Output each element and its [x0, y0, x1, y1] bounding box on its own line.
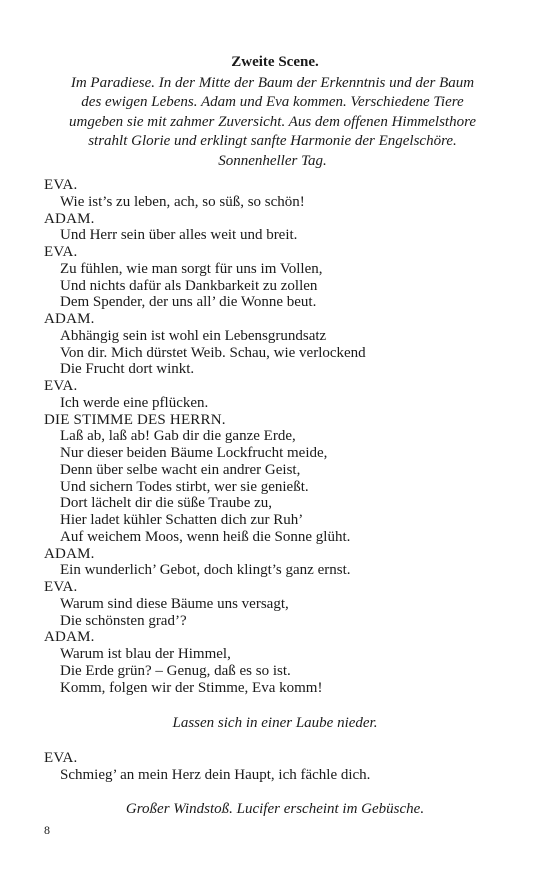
speaker-name: EVA. [44, 378, 78, 394]
verse-line: Abhängig sein ist wohl ein Lebensgrundsatz [60, 327, 327, 344]
speaker-name: ADAM. [44, 311, 95, 327]
verse-line: Warum sind diese Bäume uns versagt, [60, 595, 289, 612]
verse-line: Ich werde eine pflücken. [60, 394, 209, 411]
verse-line: Und sichern Todes stirbt, wer sie genießt. [60, 478, 309, 495]
speaker-name: ADAM. [44, 545, 95, 562]
stage-direction-line: umgeben sie mit zahmer Zuversicht. Aus dem offenen Himmelsthore [68, 113, 477, 130]
verse-line: Von dir. Mich dürstet Weib. Schau, wie verlockend [60, 344, 366, 361]
dialogue-block [44, 750, 514, 784]
stage-direction-intro [40, 74, 505, 171]
stage-direction-line: Sonnenheller Tag. [218, 152, 327, 169]
speaker-name: DIE STIMME DES HERRN. [44, 411, 226, 428]
dialogue-block [44, 177, 514, 696]
verse-line: Laß ab, laß ab! Gab dir die ganze Erde, [60, 428, 296, 445]
verse-line: Hier ladet kühler Schatten dich zur Ruh’ [60, 512, 304, 528]
verse-line: Zu fühlen, wie man sorgt für uns im Vollen, [60, 260, 323, 277]
speaker-name: EVA. [44, 750, 78, 766]
verse-line: Dort lächelt dir die süße Traube zu, [60, 495, 273, 512]
verse-line: Die Erde grün? – Genug, daß es so ist. [60, 662, 291, 679]
speaker-name: EVA. [44, 177, 78, 193]
verse-line: Und Herr sein über alles weit und breit. [60, 227, 298, 244]
verse-line: Wie ist’s zu leben, ach, so süß, so schön! [60, 193, 305, 210]
verse-line: Und nichts dafür als Dankbarkeit zu zollen [60, 277, 318, 294]
speaker-name: ADAM. [44, 629, 95, 646]
stage-direction-mid: Lassen sich in einer Laube nieder. [172, 715, 378, 731]
verse-line: Ein wunderlich’ Gebot, doch klingt’s ganz ernst. [60, 562, 351, 579]
verse-line: Warum ist blau der Himmel, [60, 646, 231, 662]
stage-direction-line: strahlt Glorie und erklingt sanfte Harmonie der Engelschöre. [88, 133, 457, 150]
speaker-name: ADAM. [44, 210, 95, 227]
scene-title: Zweite Scene. [231, 54, 319, 70]
speaker-name: EVA. [44, 244, 78, 260]
speaker-name: EVA. [44, 579, 78, 595]
verse-line: Komm, folgen wir der Stimme, Eva komm! [60, 679, 323, 696]
verse-line: Die schönsten grad’? [60, 612, 187, 629]
verse-line: Auf weichem Moos, wenn heiß die Sonne glüht. [60, 528, 351, 545]
verse-line: Die Frucht dort winkt. [60, 361, 195, 378]
verse-line: Denn über selbe wacht ein andrer Geist, [60, 461, 301, 478]
verse-line: Schmieg’ an mein Herz dein Haupt, ich fächle dich. [60, 766, 371, 783]
stage-direction-line: des ewigen Lebens. Adam und Eva kommen. Verschiedene Tiere [81, 94, 464, 111]
page-number: 8 [44, 823, 50, 837]
stage-direction-line: Im Paradiese. In der Mitte der Baum der Erkenntnis und der Baum [70, 75, 475, 91]
verse-line: Nur dieser beiden Bäume Lockfrucht meide, [60, 445, 328, 461]
verse-line: Dem Spender, der uns all’ die Wonne beut. [60, 294, 317, 311]
stage-direction-end: Großer Windstoß. Lucifer erscheint im Gebüsche. [125, 801, 425, 817]
